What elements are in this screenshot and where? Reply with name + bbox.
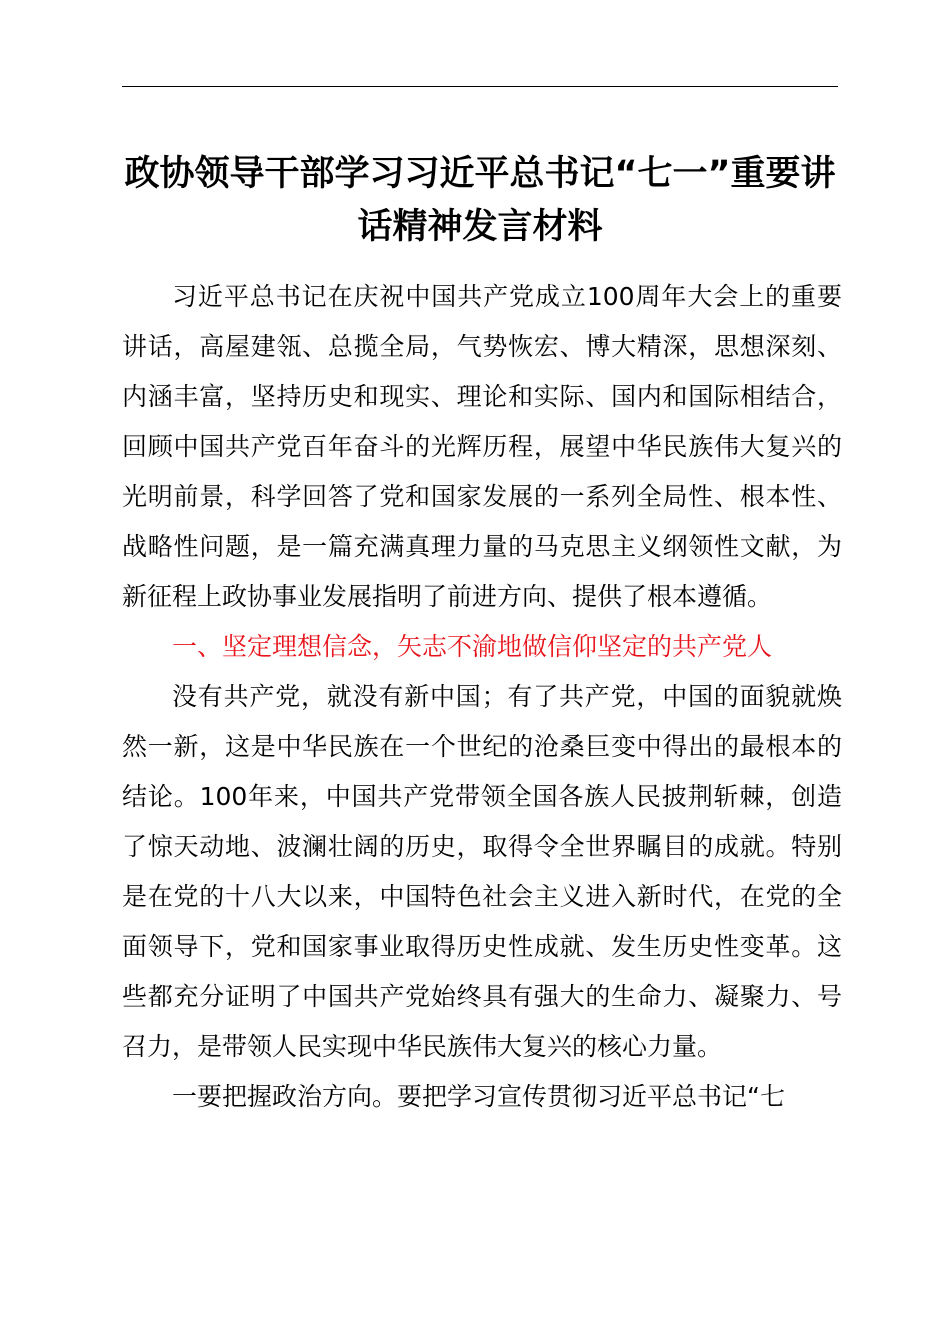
header-rule (122, 86, 838, 87)
point-1-paragraph: 一要把握政治方向。要把学习宣传贯彻习近平总书记“七 (172, 1082, 785, 1111)
section-heading-1: 一、坚定理想信念，矢志不渝地做信仰坚定的共产党人 (172, 632, 773, 661)
document-body (122, 272, 842, 1122)
intro-paragraph: 习近平总书记在庆祝中国共产党成立100周年大会上的重要讲话，高屋建瓴、总揽全局，气势恢宏、博大精深，思想深刻、内涵丰富，坚持历史和现实、理论和实际、国内和国际相结合，回顾中国共产党百年奋斗的光辉历程，展望中华民族伟大复兴的光明前景，科学回答了党和国家发展的一系列全局性、根本性、战略性问题，是一篇充满真理力量的马克思主义纲领性文献，为新征程上政协事业发展指明了前进方向、提供了根本遵循。 (122, 282, 842, 611)
section-1-paragraph: 没有共产党，就没有新中国；有了共产党，中国的面貌就焕然一新，这是中华民族在一个世纪的沧桑巨变中得出的最根本的结论。100年来，中国共产党带领全国各族人民披荆斩棘，创造了惊天动地、波澜壮阔的历史，取得令全世界瞩目的成就。特别是在党的十八大以来，中国特色社会主义进入新时代，在党的全面领导下，党和国家事业取得历史性成就、发生历史性变革。这些都充分证明了中国共产党始终具有强大的生命力、凝聚力、号召力，是带领人民实现中华民族伟大复兴的核心力量。 (122, 682, 842, 1061)
document-title: 政协领导干部学习习近平总书记“七一”重要讲话精神发言材料 (124, 154, 836, 247)
